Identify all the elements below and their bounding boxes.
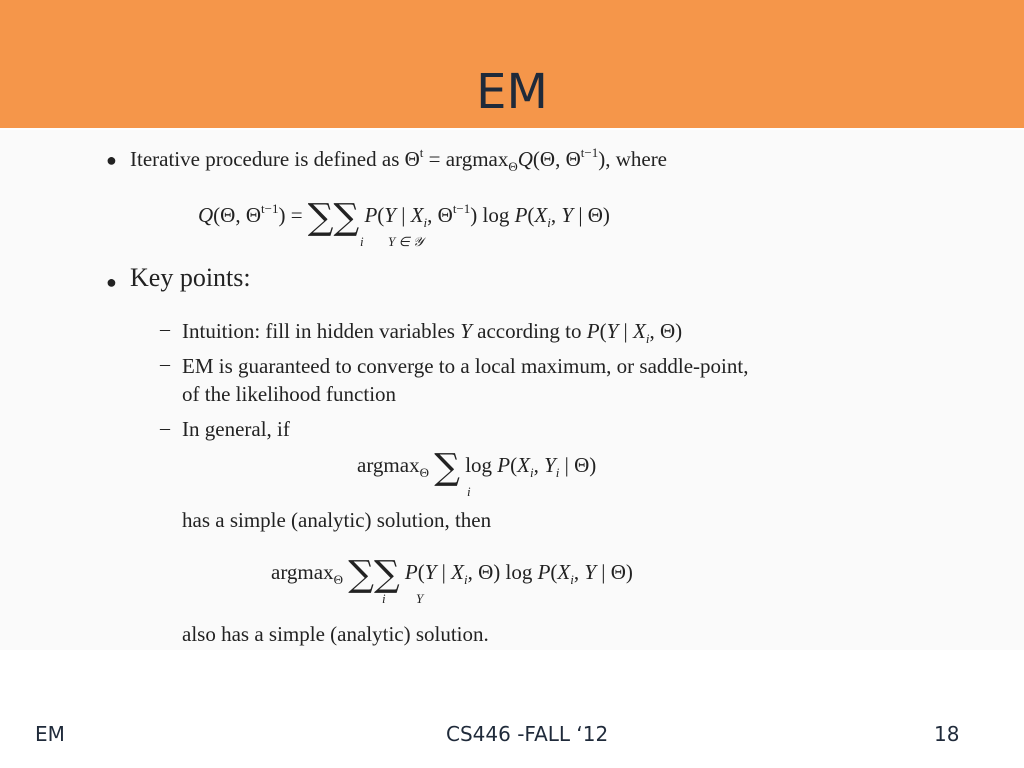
footer-course: CS446 -FALL ‘12 <box>446 722 609 746</box>
key-point-general: In general, if <box>182 417 290 441</box>
page-number: 18 <box>934 722 960 746</box>
sum-index-i: i <box>382 591 386 606</box>
slide-content <box>0 130 1024 650</box>
definition-lead: Iterative procedure is defined as <box>130 147 405 171</box>
bullet-definition: Iterative procedure is defined as $\Theta^t = argmax_\Theta Q(\Theta$, $\Theta^{t-1}$), where <box>130 145 668 174</box>
sum-index-y: Y <box>416 591 424 606</box>
bullet-marker: ● <box>106 150 117 170</box>
q-equation: Q(Θ, $\Theta^{t-1}$) = ∑∑ P(Y | $X_i$, $\Theta^{t-1}$) $\log P(X_i$, Y | Θ) <box>198 197 610 238</box>
slide-title: EM <box>476 64 548 120</box>
dash-marker: – <box>160 353 170 375</box>
argmax-equation: argmax$_\Theta$ ∑ $\log P(X_i$, $Y_i$ | Θ) <box>357 447 597 488</box>
bullet-marker: ● <box>106 272 117 292</box>
dash-marker: – <box>160 318 170 340</box>
key-points-heading: Key points: <box>130 263 251 292</box>
sum-index-i: i <box>467 484 471 499</box>
key-point-convergence: EM is guaranteed to converge to a local maximum, or saddle-point, <box>182 354 749 378</box>
analytic-condition-text: has a simple (analytic) solution, then <box>182 508 492 532</box>
dash-marker: – <box>160 417 170 439</box>
argmax-sum-equation: argmax$_\Theta$ ∑∑ P(Y | $X_i$, Θ) $\log P(X_i$, Y | Θ) <box>271 554 633 595</box>
definition-tail: , where <box>605 147 668 171</box>
key-point-convergence-cont: of the likelihood function <box>182 382 397 406</box>
analytic-conclusion-text: also has a simple (analytic) solution. <box>182 622 489 646</box>
key-point-intuition: Intuition: fill in hidden variables Y according to P(Y | $X_i$, Θ) <box>182 319 683 346</box>
footer-left: EM <box>35 722 65 746</box>
sum-index-i: i <box>360 234 364 249</box>
sum-index-y: Y ∈ 𝒴 <box>388 234 424 249</box>
